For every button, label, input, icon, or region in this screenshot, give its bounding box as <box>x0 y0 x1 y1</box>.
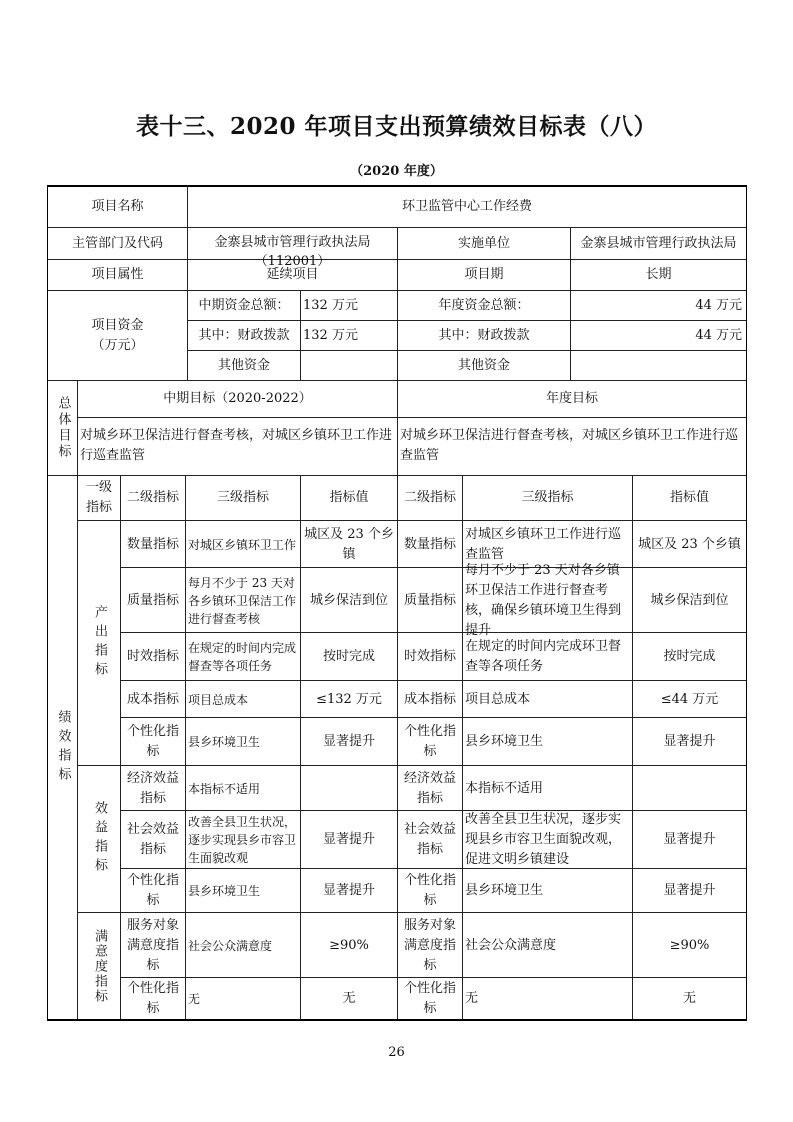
perf-label: 绩效指标 <box>55 709 71 786</box>
indicator-value-mid: 显著提升 <box>322 734 375 749</box>
indicator-level2-annual: 个性化指标 <box>403 873 456 908</box>
overall-mid-text: 对城乡环卫保洁进行督查考核，对城区乡镇环卫工作进行巡查监管 <box>80 428 393 463</box>
indicator-value-mid: ≥90% <box>329 937 369 953</box>
indicator-value-annual: 按时完成 <box>663 649 716 664</box>
mid-other-label: 其他资金 <box>217 357 270 373</box>
indicator-level3-mid: 项目总成本 <box>188 692 249 707</box>
indicator-level2-mid: 个性化指标 <box>126 980 179 1016</box>
indicator-level2-mid: 数量指标 <box>126 536 179 552</box>
indicator-level2-annual: 社会效益指标 <box>403 822 456 857</box>
annual-fiscal-value: 44 万元 <box>695 327 742 343</box>
indicator-level2-mid: 经济效益指标 <box>126 770 179 806</box>
indicator-level3-annual: 本指标不适用 <box>465 780 544 796</box>
annual-other-label: 其他资金 <box>457 357 510 373</box>
period-value: 长期 <box>645 267 672 282</box>
indicator-level3-annual: 对城区乡镇环卫工作进行巡查监管 <box>465 526 622 562</box>
indicator-level2-mid: 个性化指标 <box>126 724 179 759</box>
indicator-level2-mid: 个性化指标 <box>126 873 179 908</box>
indicator-value-mid: 显著提升 <box>322 832 375 847</box>
indicator-value-annual: 显著提升 <box>663 734 716 749</box>
indicator-level3-mid: 社会公众满意度 <box>188 938 273 953</box>
mid-fiscal-label: 其中：财政拨款 <box>198 327 290 343</box>
indicator-level2-annual: 个性化指标 <box>403 724 456 759</box>
indicator-level3-annual: 县乡环境卫生 <box>465 883 544 898</box>
indicator-value-mid: 城区及 23 个乡镇 <box>304 526 394 562</box>
indicator-level2-annual: 个性化指标 <box>403 980 456 1016</box>
project-name-label: 项目名称 <box>91 199 144 214</box>
indicator-level3-mid: 每月不少于 23 天对各乡镇环卫保洁工作进行督查考核 <box>188 575 297 626</box>
indicator-level2-mid: 质量指标 <box>126 592 179 608</box>
group-output: 产出指标 <box>92 605 107 681</box>
attr-value: 延续项目 <box>266 267 319 282</box>
indicator-level3-annual: 改善全县卫生状况，逐步实现县乡市容卫生面貌改观，促进文明乡镇建设 <box>465 812 622 867</box>
page-subtitle: （2020 年度） <box>350 164 443 179</box>
indicator-level3-mid: 本指标不适用 <box>188 781 261 796</box>
funds-label: 项目资金 <box>91 317 144 333</box>
indicator-level3-annual: 社会公众满意度 <box>465 937 557 953</box>
indicator-level2-mid: 成本指标 <box>126 691 179 707</box>
indicator-value-mid: 按时完成 <box>322 649 375 664</box>
indicator-level3-mid: 在规定的时间内完成督查等各项任务 <box>188 641 297 673</box>
indicator-value-annual: ≥90% <box>669 937 710 953</box>
indicator-value-annual: ≤44 万元 <box>660 691 719 707</box>
indicator-level3-annual: 县乡环境卫生 <box>465 734 544 749</box>
overall-mid-header: 中期目标（2020-2022） <box>163 391 312 406</box>
indicator-level2-mid: 服务对象满意度指标 <box>126 917 179 973</box>
indicator-level2-annual: 成本指标 <box>403 691 456 707</box>
header-level3-annual: 三级指标 <box>521 490 574 505</box>
header-level1: 一级指标 <box>85 480 112 515</box>
header-value-annual: 指标值 <box>669 490 709 505</box>
indicator-value-annual: 城乡保洁到位 <box>650 592 729 608</box>
indicator-level3-annual: 项目总成本 <box>465 691 531 707</box>
overall-label: 总体目标 <box>55 396 71 460</box>
indicator-level2-annual: 经济效益指标 <box>403 770 456 806</box>
attr-label: 项目属性 <box>91 267 144 282</box>
header-value-mid: 指标值 <box>329 490 369 505</box>
dept-code: （112001） <box>254 254 331 269</box>
indicator-level3-mid: 县乡环境卫生 <box>188 884 261 898</box>
header-level2-mid: 二级指标 <box>126 490 179 505</box>
indicator-level3-mid: 无 <box>188 991 201 1006</box>
mid-fiscal-value: 132 万元 <box>303 327 358 343</box>
indicator-level3-annual: 在规定的时间内完成环卫督查等各项任务 <box>465 639 622 674</box>
indicator-value-annual: 显著提升 <box>663 883 716 898</box>
mid-total-value: 132 万元 <box>303 297 358 313</box>
table-border-right <box>746 185 747 1021</box>
indicator-level2-annual: 时效指标 <box>403 649 456 664</box>
annual-total-label: 年度资金总额： <box>438 297 530 313</box>
indicator-value-mid: 城乡保洁到位 <box>309 592 388 608</box>
header-level2-annual: 二级指标 <box>403 490 456 505</box>
header-level3-mid: 三级指标 <box>216 490 269 505</box>
group-benefit: 效益指标 <box>92 801 107 877</box>
project-name-value: 环卫监管中心工作经费 <box>401 199 532 214</box>
funds-unit: （万元） <box>91 337 144 353</box>
indicator-level3-mid: 改善全县卫生状况，逐步实现县乡市容卫生面貌改观 <box>188 815 297 865</box>
indicator-level2-mid: 社会效益指标 <box>126 822 179 857</box>
overall-annual-header: 年度目标 <box>545 391 598 406</box>
indicator-level3-mid: 对城区乡镇环卫工作 <box>188 537 297 552</box>
indicator-level3-annual: 无 <box>465 990 479 1006</box>
unit-value: 金寨县城市管理行政执法局 <box>580 235 737 251</box>
indicator-value-mid: 无 <box>342 990 356 1006</box>
indicator-value-mid: 显著提升 <box>322 883 375 898</box>
funds-label-cell <box>48 291 187 380</box>
indicator-value-annual: 城区及 23 个乡镇 <box>638 536 741 552</box>
dept-value: 金寨县城市管理行政执法局 <box>214 235 371 250</box>
indicator-level3-mid: 县乡环境卫生 <box>188 735 261 749</box>
indicator-level2-mid: 时效指标 <box>126 649 179 664</box>
mid-total-label: 中期资金总额： <box>198 297 290 313</box>
table-border-bottom <box>47 1019 747 1021</box>
annual-total-value: 44 万元 <box>695 297 742 313</box>
indicator-level3-annual: 每月不少于 23 天对各乡镇环卫保洁工作进行督查考核，确保乡镇环境卫生得到提升 <box>465 562 622 638</box>
indicator-value-mid: ≤132 万元 <box>316 691 382 707</box>
dept-cell <box>188 228 397 269</box>
annual-fiscal-label: 其中：财政拨款 <box>438 327 530 343</box>
page-title: 表十三、2020 年项目支出预算绩效目标表（八） <box>135 113 658 140</box>
indicator-value-annual: 显著提升 <box>663 832 716 847</box>
indicator-value-annual <box>633 766 746 811</box>
indicator-level2-annual: 质量指标 <box>403 592 456 608</box>
group-satisfaction: 满意度指标 <box>92 928 107 1004</box>
period-label: 项目期 <box>464 267 504 282</box>
indicator-level2-annual: 服务对象满意度指标 <box>403 917 456 973</box>
dept-label: 主管部门及代码 <box>71 235 163 251</box>
indicator-value-mid <box>301 766 397 811</box>
indicator-level2-annual: 数量指标 <box>403 536 456 552</box>
indicator-value-annual: 无 <box>682 990 696 1006</box>
page-number: 26 <box>388 1045 405 1060</box>
unit-label: 实施单位 <box>457 235 510 251</box>
overall-annual-text: 对城乡环卫保洁进行督查考核，对城区乡镇环卫工作进行巡查监管 <box>400 428 739 463</box>
